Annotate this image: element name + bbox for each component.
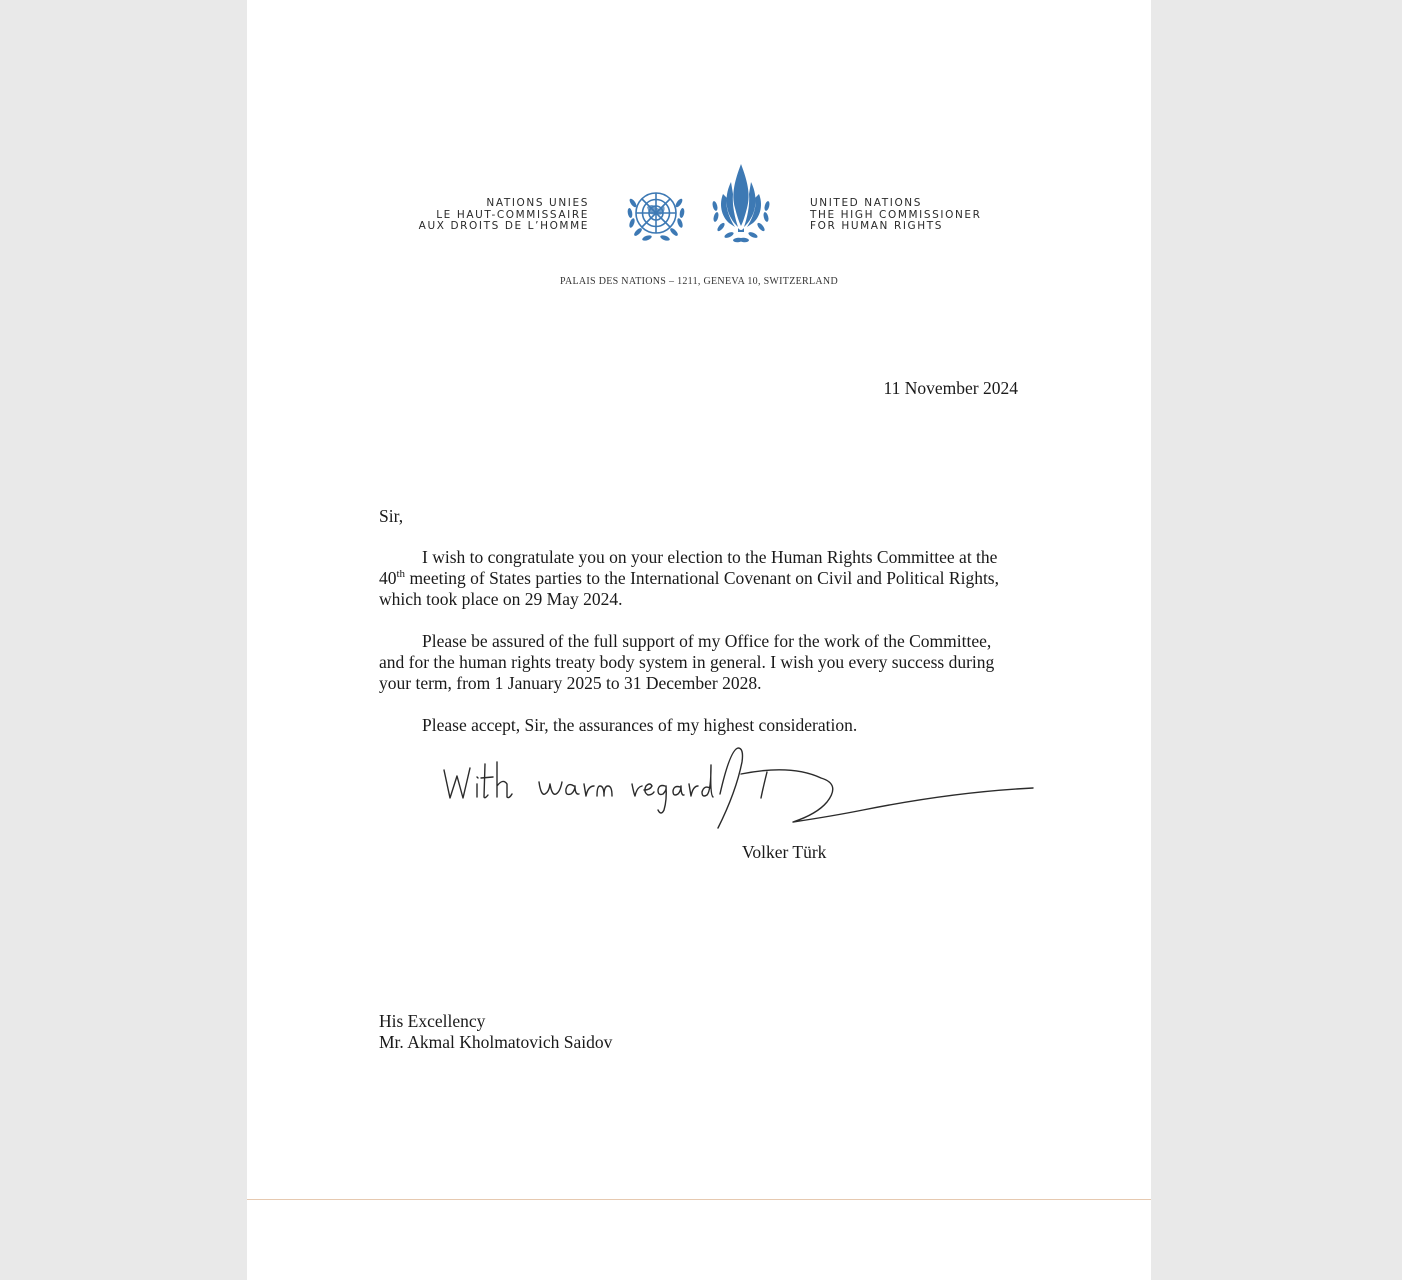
letterhead-french xyxy=(419,198,589,233)
paragraph-congratulation xyxy=(379,547,1019,610)
ordinal-suffix: th xyxy=(396,568,406,580)
salutation: Sir, xyxy=(379,506,404,526)
letter-date: 11 November 2024 xyxy=(883,378,1018,398)
un-emblem-icon xyxy=(620,183,692,247)
letterhead-fr-line-1: NATIONS UNIES xyxy=(486,197,589,209)
letterhead-address: PALAIS DES NATIONS – 1211, GENEVA 10, SWITZERLAND xyxy=(560,276,838,287)
letterhead-en-line-1: UNITED NATIONS xyxy=(810,197,923,209)
signer-name: Volker Türk xyxy=(742,842,827,862)
human-rights-flame-icon xyxy=(705,160,777,248)
recipient-block xyxy=(379,1011,612,1053)
recipient-name: Mr. Akmal Kholmatovich Saidov xyxy=(379,1032,613,1052)
closing-line: Please accept, Sir, the assurances of my highest consideration. xyxy=(422,715,858,735)
letter-page xyxy=(247,0,1151,1280)
handwritten-signature xyxy=(437,742,1147,842)
letterhead-en-line-3: FOR HUMAN RIGHTS xyxy=(810,220,944,232)
letterhead-en-line-2: THE HIGH COMMISSIONER xyxy=(810,208,982,221)
recipient-title: His Excellency xyxy=(379,1011,486,1031)
letterhead-english xyxy=(810,198,982,233)
paragraph-1-text-a: I wish to congratulate you on your election to the Human Rights Committee at the 40 xyxy=(379,547,998,588)
letterhead-fr-line-2: LE HAUT-COMMISSAIRE xyxy=(436,208,589,221)
paragraph-support: Please be assured of the full support of my Office for the work of the Committee, and for the human rights treaty body system in general. I wish you every success during your term, from 1 January 2025 to 31 December 2028. xyxy=(379,631,995,693)
letterhead-fr-line-3: AUX DROITS DE L’HOMME xyxy=(418,220,589,232)
paragraph-1-text-b: meeting of States parties to the International Covenant on Civil and Political Rights, which took place on 29 May 2024. xyxy=(379,568,999,609)
page-divider xyxy=(247,1199,1151,1200)
